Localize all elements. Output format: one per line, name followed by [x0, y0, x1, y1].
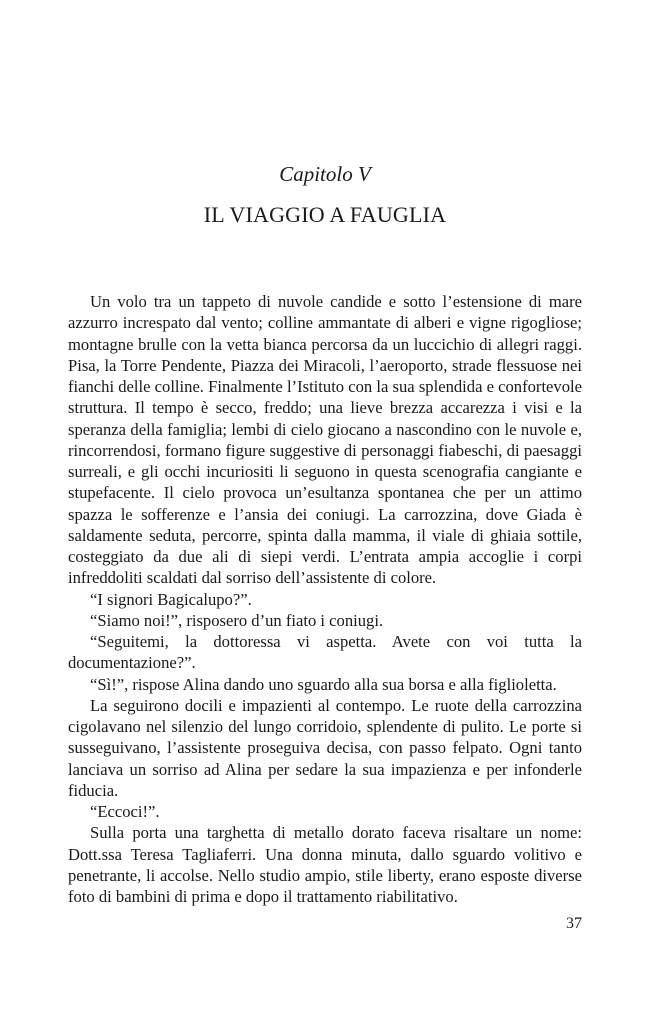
paragraph: La seguirono docili e impazienti al contempo. Le ruote della carrozzina cigolavano nel silenzio del lungo corridoio, splendente di pulito. Le porte si susseguivano, l’assistente proseguiva decisa, con passo felpato. Ogni tanto lanciava un sorriso ad Alina per sedare la sua impazienza e per infonderle fiducia. — [68, 695, 582, 800]
chapter-label: Capitolo V — [279, 162, 371, 186]
paragraph: “Sì!”, rispose Alina dando uno sguardo alla sua borsa e alla figlioletta. — [90, 674, 557, 694]
paragraph: Un volo tra un tappeto di nuvole candide e sotto l’estensione di mare azzurro increspato dal vento; colline ammantate di alberi e vigne rigogliose; montagne brulle con la vetta bianca percorsa da un luccichio di allegri raggi. Pisa, la Torre Pendente, Piazza dei Miracoli, l’aeroporto, strade flessuose nei fianchi delle colline. Finalmente l’Istituto con la sua splendida e confortevole struttura. Il tempo è secco, freddo; una lieve brezza accarezza i visi e la speranza della famiglia; lembi di cielo giocano a nascondino con le nuvole e, rincorrendosi, formano figure suggestive di personaggi fiabeschi, di paesaggi surreali, e gli occhi incuriositi li seguono in questa scenografia cangiante e stupefacente. Il cielo provoca un’esultanza spontanea che per un attimo spazza le sofferenze e l’ansia dei coniugi. La carrozzina, dove Giada è saldamente seduta, percorre, spinta dalla mamma, il viale di ghiaia sottile, costeggiato da due ali di siepi verdi. L’entrata ampia accoglie i corpi infreddoliti scaldati dal sorriso dell’assistente di colore. — [68, 292, 582, 588]
chapter-title: IL VIAGGIO A FAUGLIA — [203, 202, 447, 227]
paragraph: “Eccoci!”. — [90, 802, 160, 821]
paragraph: “Siamo noi!”, risposero d’un fiato i coniugi. — [90, 610, 384, 630]
paragraph: “Seguitemi, la dottoressa vi aspetta. Avete con voi tutta la documentazione?”. — [68, 632, 582, 673]
page-number: 37 — [566, 915, 582, 932]
body-text — [68, 291, 582, 907]
paragraph: “I signori Bagicalupo?”. — [90, 589, 252, 609]
paragraph: Sulla porta una targhetta di metallo dorato faceva risaltare un nome: Dott.ssa Teresa Tagliaferri. Una donna minuta, dallo sguardo volitivo e penetrante, li accolse. Nello studio ampio, stile liberty, erano esposte diverse foto di bambini di prima e dopo il trattamento riabilitativo. — [68, 823, 582, 906]
